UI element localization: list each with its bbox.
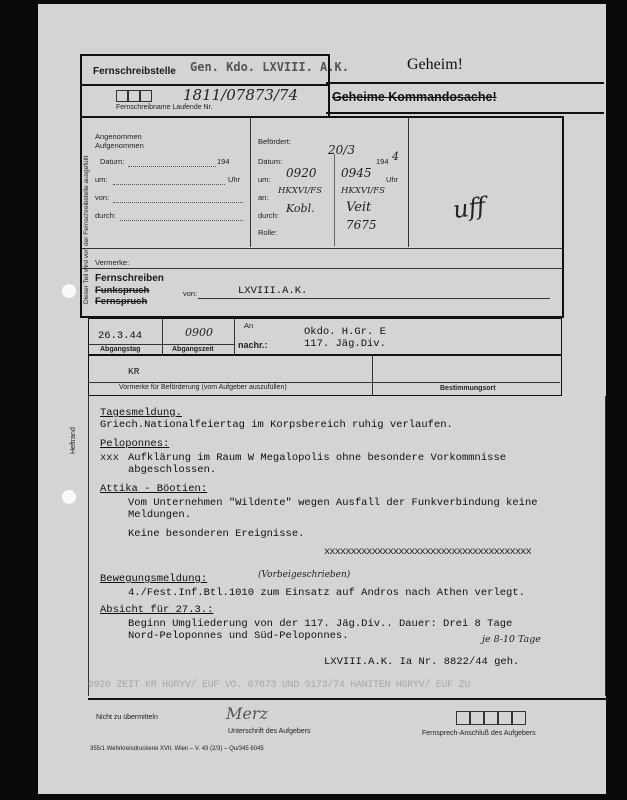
received-year: 194 [217,157,230,166]
heftrand-label: Heftrand [70,427,77,454]
station-stamp: Gen. Kdo. LXVIII. A.K. [190,60,349,74]
footer-top-line [88,698,608,700]
body-section-attika: Attika - Böotien: [100,483,208,495]
received-von-label: von: [95,193,110,202]
sent-date-hand: 20/3 [328,143,355,157]
dispatch-divider-2 [234,318,235,356]
footer-unterschrift-label: Unterschrift des Aufgebers [228,728,311,735]
phone-digit-box [498,711,512,725]
sent-durch-2: Veit [346,200,372,215]
priority-divider [372,354,373,396]
body-line-5b: Nord-Peloponnes und Süd-Peloponnes. [128,630,349,642]
row-divider-2 [82,268,562,269]
bleed-through-line: 0920 ZEIT KR HGRYV/ EUF VO. 07873 UND 9173/74 HANITEN HGRYV/ EUF ZU [88,680,470,691]
von-label: von: [183,289,198,298]
sent-uhr: Uhr [386,175,399,184]
sent-an-2: HKXVI/FS [341,186,385,196]
footer-nicht-label: Nicht zu übermitteln [96,714,158,721]
dispatch-divider-1 [162,318,163,356]
sent-time-2: 0945 [341,166,372,180]
received-label-2: Aufgenommen [95,141,144,150]
received-label-1: Angenommen [95,132,142,141]
body-left-edge [88,396,89,696]
recipient-2: 117. Jäg.Div. [304,338,386,350]
phone-digit-box [456,711,470,725]
classification: Geheim! [407,56,463,73]
sent-datum-label: Datum: [258,157,283,166]
station-label: Fernschreibstelle [93,66,176,77]
body-line-2a: Aufklärung im Raum W Megalopolis ohne besondere Vorkommnisse [128,452,507,464]
sent-durch-label: durch: [258,211,279,220]
message-type-alt-1: Funkspruch [95,285,150,296]
laufende-label: Fernschreibname Laufende Nr. [116,104,213,111]
body-section-4-hand: (Vorbeigeschrieben) [258,570,351,580]
struck-classification: Geheime Kommandosache! [332,90,497,104]
vermerke-line [88,382,372,383]
recipient-1: Okdo. H.Gr. E [304,326,386,338]
bestimmung-line [372,382,560,383]
received-um-label: um: [95,175,108,184]
sent-rolle-hand: 7675 [346,218,377,232]
phone-digit-box [470,711,484,725]
body-line-1: Griech.Nationalfeiertag im Korpsbereich ruhig verlaufen. [100,419,453,431]
sent-durch-1: Kobl. [286,202,315,215]
sent-inner-divider [334,154,335,246]
station-signature: uff [451,191,488,225]
digit-box [140,90,152,102]
phone-digit-box [484,711,498,725]
struck-line: xxxxxxxxxxxxxxxxxxxxxxxxxxxxxxxxxxxxxxx [324,546,531,558]
received-durch-line [120,220,243,221]
received-uhr: Uhr [228,175,241,184]
side-note-vertical: Dieser Teil wird von der Fernschreibstelle ausgefüllt [83,155,90,304]
priority-kr: KR [128,366,140,377]
dispatch-label-line [88,344,234,345]
body-line-3b: Meldungen. [128,509,192,521]
received-von-line [113,202,243,203]
class-bottom-line [326,112,604,114]
received-um-line [113,184,225,185]
punch-hole-top [62,284,76,298]
received-durch-label: durch: [95,211,116,220]
body-section-peloponnes: Peloponnes: [100,438,170,450]
bestimmung-label: Bestimmungsort [440,385,496,392]
footer-signature: Merz [226,704,268,723]
form-sheet: Dieser Teil wird von der Fernschreibstelle ausgefüllt Heftrand Fernschreibstelle Gen. Kdo. LXVIII. A.K. Geheim! Geheime Kommandosache! Fernschreibname Laufende Nr. 1811/07873/74 Angenommen Aufgenommen Datum: 194 um: Uhr von: durch: Befördert: Datum: 20/3 194 4 um: 0920 0945 Uhr an: HKXVI/FS HKXVI/FS durch: Kobl. Veit Rolle: 7675 uff Vermerke: Fernschreiben Funkspruch Fernspruch von: LXVIII.A.K. 26.3.44 0900 Abgangstag Abgangszeit An nachr.: Okdo. H.Gr. E 117. Jäg.Div. KR Vormerke für Beförderung (vom Aufgeber auszufüllen) Bestimmungsort Tagesmeldung. Griech.Nationalfeiertag im Korpsbereich ruhig verlaufen. Peloponnes: xxx Aufklärung im Raum W Megalopolis ohne besondere Vorkommnisse abgeschlossen. Attika - Böotien: Vom Unternehmen "Wildente" wegen Ausfall der Funkverbindung keine Meldungen. Keine besonderen Ereignisse. xxxxxxxxxxxxxxxxxxxxxxxxxxxxxxxxxxxxxxx Bewegungsmeldung: (Vorbeigeschrieben) 4./Fest.Inf.Btl.1010 zum Einsatz auf Andros nach Athen verlegt. Absicht für 27.3.: Beginn Umgliederung von der 117. Jäg.Div.. Dauer: Drei 8 Tage Nord-Peloponnes und Süd-Peloponnes. je 8-10 Tage LXVIII.A.K. Ia Nr. 8822/44 geh. 0920 ZEIT KR HGRYV/ EUF VO. 07873 UND 9173/74 HANITEN HGRYV/ EUF ZU Nicht zu übermitteln Merz Unterschrift des Aufgebers Fernsprech-Anschluß des Aufgebers 355/1 Wehrkreisdruckerei XVII. Wien – V. 43 (2/3) – Qu/345 6045 [38,4,606,794]
digit-box [128,90,140,102]
received-datum-label: Datum: [100,157,125,166]
received-block [95,132,144,150]
class-top-line [326,82,604,84]
received-datum-line [128,166,216,167]
footer-printer-line: 355/1 Wehrkreisdruckerei XVII. Wien – V. 43 (2/3) – Qu/345 6045 [90,746,264,752]
body-signoff: LXVIII.A.K. Ia Nr. 8822/44 geh. [324,656,520,668]
sent-label: Befördert: [258,137,291,146]
an-label: An [244,321,254,330]
vermerke-label: Vermerke: [95,258,130,267]
body-section-bewegung: Bewegungsmeldung: [100,573,208,585]
sent-year-hand: 4 [392,150,399,163]
body-line-4: 4./Fest.Inf.Btl.1010 zum Einsatz auf Andros nach Athen verlegt. [128,587,525,599]
body-hand-correction: je 8-10 Tage [482,634,541,645]
punch-hole-bottom [62,490,76,504]
von-line [198,298,550,299]
sent-an-label: an: [258,193,269,202]
dispatch-date-label: Abgangstag [100,346,141,353]
digit-box [116,90,128,102]
row-divider-1 [82,248,562,249]
message-type-alt-2: Fernspruch [95,296,148,307]
vormerke-label: Vormerke für Beförderung (vom Aufgeber auszufüllen) [119,384,287,391]
nachr-label: nachr.: [238,340,268,350]
dispatch-date: 26.3.44 [98,330,143,342]
body-line-3c: Keine besonderen Ereignisse. [128,528,305,540]
station-fill-box [80,116,564,318]
sent-rolle-label: Rolle: [258,228,278,237]
laufende-value: 1811/07873/74 [183,86,299,104]
sent-an-1: HKXVI/FS [278,186,322,196]
body-line-5a: Beginn Umgliederung von der 117. Jäg.Div.. Dauer: Drei 8 Tage [128,618,513,630]
dispatch-time-label: Abgangszeit [172,346,214,353]
col-divider-1 [250,117,251,247]
sent-um-label: um: [258,175,271,184]
dispatch-time: 0900 [185,326,213,339]
col-divider-2 [408,117,409,247]
body-line-2b: abgeschlossen. [128,464,217,476]
body-right-edge [605,396,606,696]
sent-year: 194 [376,157,389,166]
von-value: LXVIII.A.K. [238,285,308,297]
body-section-absicht: Absicht für 27.3.: [100,604,214,616]
sent-time-1: 0920 [286,166,317,180]
phone-digit-box [512,711,526,725]
message-type-label: Fernschreiben [95,273,164,284]
body-line-3a: Vom Unternehmen "Wildente" wegen Ausfall der Funkverbindung keine [128,497,538,509]
footer-anschluss-label: Fernsprech-Anschluß des Aufgebers [422,730,536,737]
body-heading-tagesmeldung: Tagesmeldung. [100,407,182,419]
